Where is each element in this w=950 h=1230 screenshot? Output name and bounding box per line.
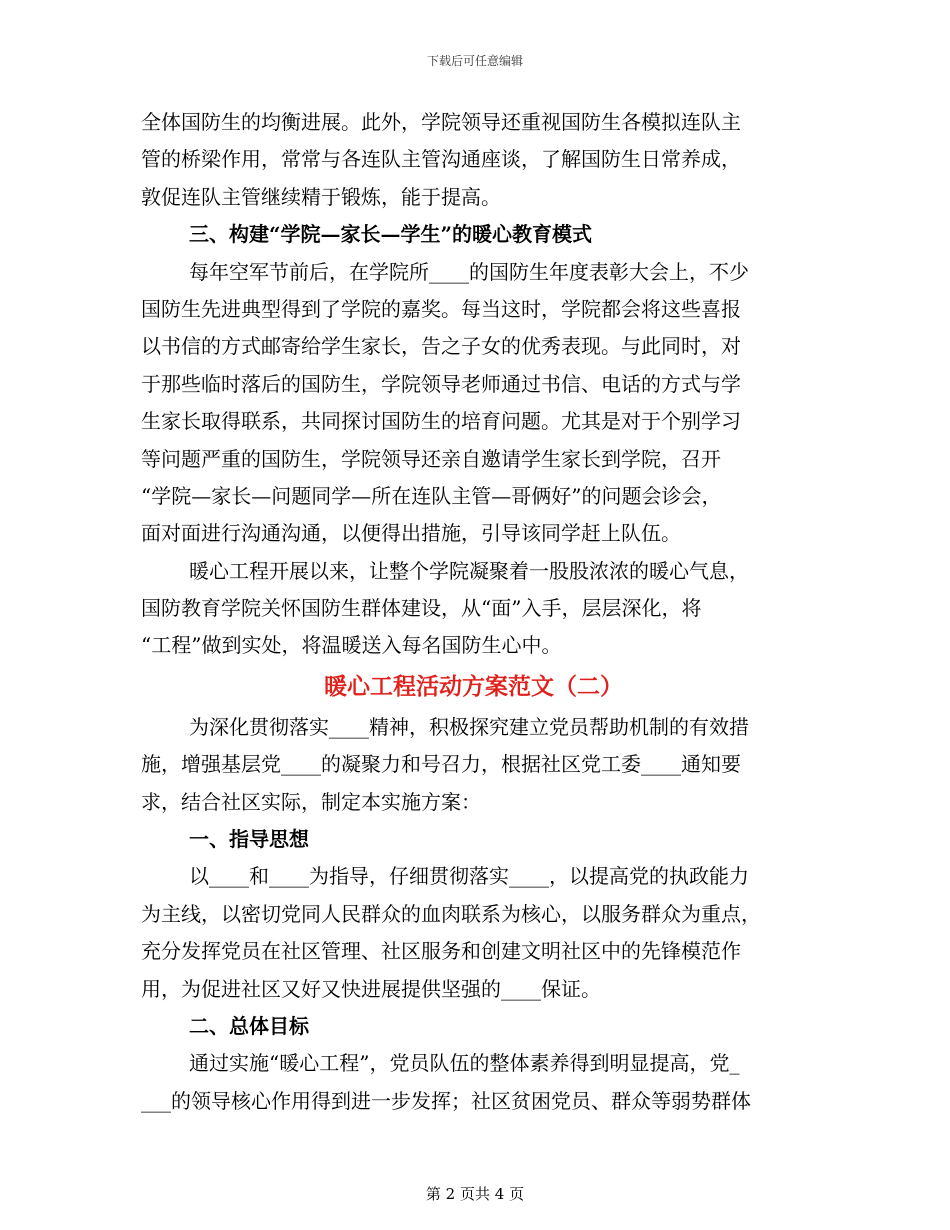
paragraph-line: “工程”做到实处，将温暖送入每名国防生心中。: [141, 633, 562, 658]
paragraph-line: 为深化贯彻落实____精神，积极探究建立党员帮助机制的有效措: [189, 714, 749, 739]
paragraph-line: 面对面进行沟通沟通，以便得出措施，引导该同学赶上队伍。: [141, 521, 681, 546]
section-heading: 一、指导思想: [189, 827, 309, 852]
section-heading: 三、构建“学院—家长—学生”的暖心教育模式: [189, 222, 593, 247]
paragraph-line: 每年空军节前后，在学院所____的国防生年度表彰大会上，不少: [189, 259, 749, 284]
paragraph-line: 生家长取得联系，共同探讨国防生的培育问题。尤其是对于个别学习: [141, 409, 741, 434]
page-header: 下载后可任意编辑: [426, 54, 523, 68]
paragraph-line: 全体国防生的均衡进展。此外，学院领导还重视国防生各模拟连队主: [141, 110, 741, 134]
paragraph-line: 于那些临时落后的国防生，学院领导老师通过书信、电话的方式与学: [141, 371, 741, 396]
paragraph-line: 国防生先进典型得到了学院的嘉奖。每当这时，学院都会将这些喜报: [141, 296, 741, 321]
paragraph-line: 为主线，以密切党同人民群众的血肉联系为核心，以服务群众为重点，: [141, 901, 761, 926]
section-heading: 二、总体目标: [189, 1013, 309, 1038]
paragraph-line: 施，增强基层党____的凝聚力和号召力，根据社区党工委____通知要: [141, 752, 741, 777]
paragraph-line: 通过实施“暖心工程”，党员队伍的整体素养得到明显提高，党_: [189, 1051, 740, 1076]
paragraph-line: “学院—家长—问题同学—所在连队主管—哥俩好”的问题会诊会，: [141, 483, 722, 508]
paragraph-line: 国防教育学院关怀国防生群体建设，从“面”入手，层层深化，将: [141, 596, 702, 621]
paragraph-line: 充分发挥党员在社区管理、社区服务和创建文明社区中的先锋模范作: [141, 939, 741, 964]
page-footer: 第 2 页共 4 页: [425, 1185, 525, 1203]
paragraph-line: 敦促连队主管继续精于锻炼，能于提高。: [141, 184, 501, 209]
paragraph-line: ___的领导核心作用得到进一步发挥；社区贫困党员、群众等弱势群体: [141, 1088, 751, 1113]
paragraph-line: 求，结合社区实际，制定本实施方案：: [141, 789, 481, 814]
paragraph-line: 等问题严重的国防生，学院领导还亲自邀请学生家长到学院，召开: [141, 446, 721, 471]
paragraph-line: 暖心工程开展以来，让整个学院凝聚着一股股浓浓的暖心气息，: [189, 558, 749, 583]
document-title: 暖心工程活动方案范文（二）: [324, 672, 623, 700]
paragraph-line: 以书信的方式邮寄给学生家长，告之子女的优秀表现。与此同时，对: [141, 334, 741, 359]
paragraph-line: 以____和____为指导，仔细贯彻落实____，以提高党的执政能力: [189, 864, 749, 889]
paragraph-line: 用，为促进社区又好又快进展提供坚强的____保证。: [141, 976, 601, 1001]
paragraph-line: 管的桥梁作用，常常与各连队主管沟通座谈，了解国防生日常养成，: [141, 147, 741, 172]
document-body: [141, 104, 806, 1120]
